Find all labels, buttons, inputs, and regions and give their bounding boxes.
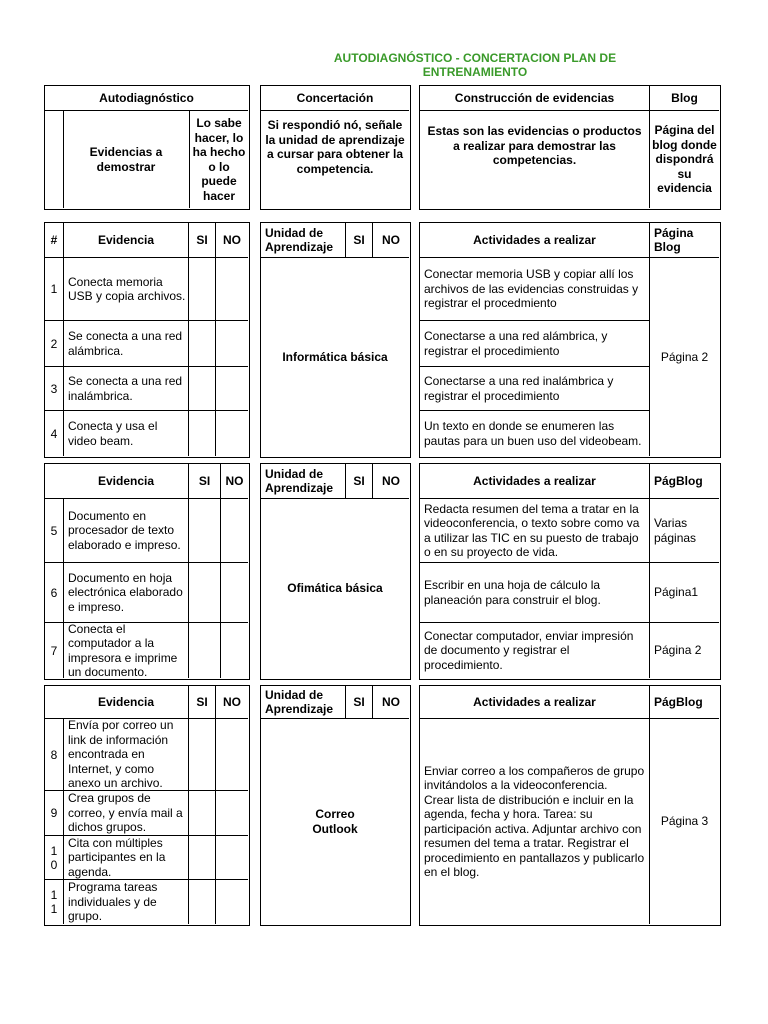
evidence-text: Envía por correo un link de información encontrada en Internet, y como anexo un archivo. — [68, 718, 174, 791]
evidence-text: Se conecta a una red alámbrica. — [68, 329, 183, 358]
activity-text: Redacta resumen del tema a tratar en la videoconferencia, o texto sobre como va a utilizar las TIC en su puesto de trabajo o en su proyecto de vida. — [424, 501, 640, 559]
construccion-label: Construcción de evidencias — [454, 90, 615, 105]
col-pagblog: PágBlog — [654, 694, 703, 709]
col-evidencia: Evidencia — [97, 473, 155, 488]
col-no: NO — [382, 473, 400, 488]
evidence-text: Cita con múltiples participantes en la agenda. — [68, 835, 166, 879]
col-pagina-blog: Página Blog — [654, 225, 694, 254]
autodiagnostico-header-box — [44, 85, 250, 210]
blog-page: Página 2 — [660, 349, 709, 364]
col-si: SI — [353, 694, 365, 709]
evidence-text: Documento en procesador de texto elaborado e impreso. — [68, 508, 181, 552]
autodiagnostico-label: Autodiagnóstico — [99, 90, 194, 105]
unit-name: Correo Outlook — [312, 807, 358, 836]
col-si: SI — [353, 232, 365, 247]
section2-activities-table — [419, 463, 721, 680]
row-number: 1 — [50, 282, 58, 296]
col-actividades: Actividades a realizar — [473, 694, 596, 709]
col-no: NO — [223, 232, 241, 247]
concertacion-label: Concertación — [296, 90, 374, 105]
blog-label: Blog — [671, 90, 698, 105]
blog-page: Página1 — [654, 585, 699, 600]
pagina-blog-desc-label: Página del blog donde dispondrá su evidencia — [652, 123, 717, 196]
col-unidad: Unidad de Aprendizaje — [265, 687, 334, 716]
evidencias-demostrar-label: Evidencias a demostrar — [89, 145, 163, 174]
lo-sabe-label: Lo sabe hacer, lo ha hecho o lo puede hacer — [192, 116, 246, 203]
evidence-text: Conecta y usa el video beam. — [68, 419, 158, 448]
concertacion-header-box — [260, 85, 411, 210]
col-pagblog: PágBlog — [654, 473, 703, 488]
activity-text: Conectarse a una red alámbrica, y registrar el procedimiento — [424, 329, 608, 358]
unit-name: Ofimática básica — [287, 581, 383, 596]
activity-text: Un texto en donde se enumeren las pautas para un buen uso del videobeam. — [424, 419, 642, 448]
row-number: 11 — [50, 888, 58, 916]
col-si: SI — [196, 694, 208, 709]
row-number: 5 — [50, 523, 58, 538]
section2-evidence-table — [44, 463, 250, 680]
evidence-text: Conecta el computador a la impresora e imprime un documento. — [68, 621, 178, 679]
col-si: SI — [196, 232, 208, 247]
section3-evidence-table — [44, 685, 250, 926]
si-respondio-label: Si respondió nó, señale la unidad de aprendizaje a cursar para obtener la competencia. — [265, 118, 405, 176]
col-num: # — [50, 232, 58, 247]
row-number: 8 — [50, 747, 58, 762]
col-actividades: Actividades a realizar — [473, 473, 596, 488]
row-number: 10 — [50, 843, 58, 872]
section3-activities-table — [419, 685, 721, 926]
evidence-text: Programa tareas individuales y de grupo. — [68, 880, 158, 924]
row-number: 4 — [50, 426, 58, 441]
blog-page: Página 3 — [660, 814, 709, 829]
activity-text: Escribir en una hoja de cálculo la planeación para construir el blog. — [424, 578, 601, 607]
col-si: SI — [353, 473, 365, 488]
evidence-text: Conecta memoria USB y copia archivos. — [68, 274, 186, 303]
col-actividades: Actividades a realizar — [473, 232, 596, 247]
section1-unit-table — [260, 222, 411, 458]
col-no: NO — [223, 694, 241, 709]
row-number: 3 — [50, 381, 58, 396]
col-evidencia: Evidencia — [97, 694, 155, 709]
activity-text: Conectar memoria USB y copiar allí los archivos de las evidencias construidas y registrar el procedmiento — [424, 267, 639, 311]
row-number: 6 — [50, 585, 58, 600]
unit-name: Informática básica — [282, 349, 388, 364]
col-evidencia: Evidencia — [97, 232, 155, 247]
row-number: 9 — [50, 806, 58, 820]
section3-unit-table — [260, 685, 411, 926]
evidence-text: Crea grupos de correo, y envía mail a dichos grupos. — [68, 791, 183, 835]
col-no: NO — [382, 232, 400, 247]
activity-text: Conectar computador, enviar impresión de documento y registrar el procedimiento. — [424, 628, 634, 672]
col-unidad: Unidad de Aprendizaje — [265, 466, 334, 495]
blog-page: Varias páginas — [654, 516, 697, 545]
estas-son-label: Estas son las evidencias o productos a realizar para demostrar las competencias. — [427, 124, 642, 168]
evidence-text: Documento en hoja electrónica elaborado e impreso. — [68, 570, 183, 614]
section1-activities-table — [419, 222, 721, 458]
col-si: SI — [198, 473, 211, 488]
row-number: 7 — [50, 643, 58, 658]
evidence-text: Se conecta a una red inalámbrica. — [68, 374, 183, 403]
col-no: NO — [225, 473, 244, 488]
section2-unit-table — [260, 463, 411, 680]
section1-evidence-table — [44, 222, 250, 458]
activity-text: Enviar correo a los compañeros de grupo invitándolos a la videoconferencia. Crear lista de distribución e incluir en la agenda, fecha y hora. Tarea: su participación activa. Adjuntar archivo con resumen del tema a tratar. Registrar el procedimiento en pantallazos y publicarlo en el blog. — [424, 763, 645, 879]
col-unidad: Unidad de Aprendizaje — [265, 225, 334, 254]
document-title: AUTODIAGNÓSTICO - CONCERTACION PLAN DE ENTRENAMIENTO — [333, 51, 617, 79]
blog-page: Página 2 — [654, 643, 702, 658]
col-no: NO — [382, 694, 400, 709]
row-number: 2 — [50, 336, 58, 351]
activity-text: Conectarse a una red inalámbrica y registrar el procedimiento — [424, 374, 614, 403]
construccion-header-box — [419, 85, 721, 210]
